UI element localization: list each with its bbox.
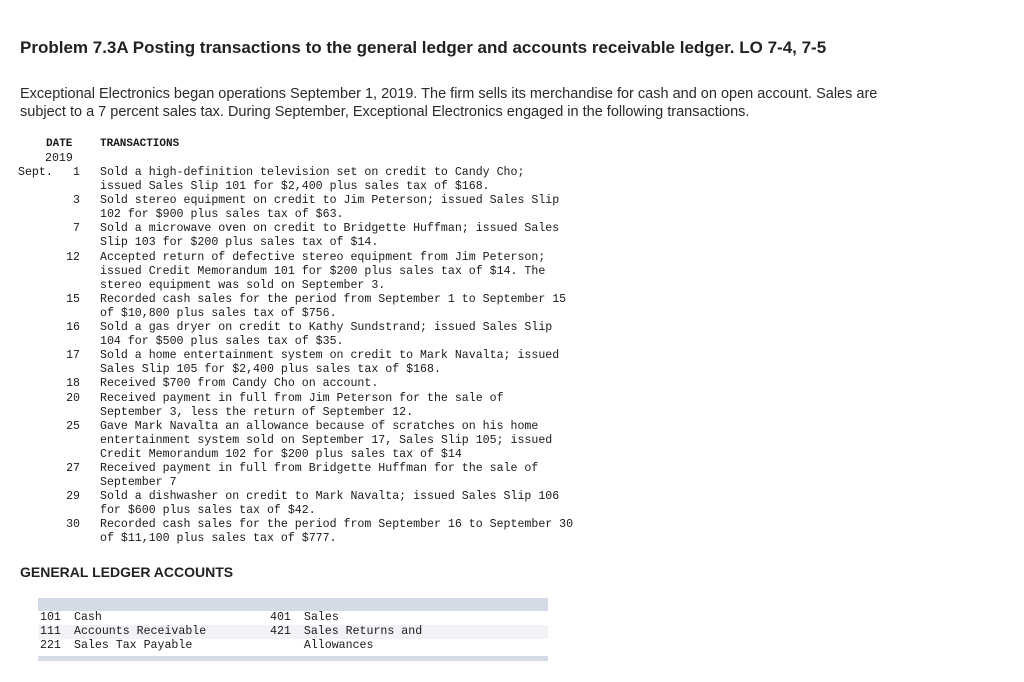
transaction-description-line: Received payment in full from Bridgette Huffman for the sale of (100, 461, 539, 475)
transaction-row-continuation (18, 448, 603, 462)
transaction-description-line: Sold a microwave oven on credit to Bridgette Huffman; issued Sales (100, 222, 560, 236)
transaction-description-line: Sold a gas dryer on credit to Kathy Sundstrand; issued Sales Slip (100, 321, 553, 335)
transaction-description-line: Gave Mark Navalta an allowance because of scratches on his home (100, 419, 539, 433)
transaction-description-line: of $11,100 plus sales tax of $777. (100, 532, 337, 546)
transaction-rows (18, 166, 603, 547)
transaction-description-line: Sold a home entertainment system on credit to Mark Navalta; issued (100, 349, 560, 363)
transaction-description-line: Recorded cash sales for the period from September 1 to September 15 (100, 292, 567, 306)
transaction-row (18, 349, 603, 363)
transaction-month (18, 420, 54, 434)
transaction-row (18, 392, 603, 406)
transaction-day: 16 (66, 321, 80, 335)
transaction-description-line: Sold a dishwasher on credit to Mark Navalta; issued Sales Slip 106 (100, 490, 560, 504)
transactions-column-header: TRANSACTIONS (100, 138, 180, 150)
transaction-row-continuation (18, 335, 603, 349)
transaction-description-line: Slip 103 for $200 plus sales tax of $14. (100, 236, 379, 250)
transaction-day: 17 (66, 349, 80, 363)
general-ledger-accounts (38, 598, 548, 661)
ledger-footer-band (38, 656, 548, 661)
account-name: Cash (74, 611, 102, 624)
transaction-description-line: of $10,800 plus sales tax of $756. (100, 306, 337, 320)
transaction-description-line: for $600 plus sales tax of $42. (100, 504, 316, 518)
ledger-rows (38, 611, 548, 653)
transaction-month (18, 349, 54, 363)
transaction-month (18, 532, 54, 546)
transaction-month (18, 279, 54, 293)
transaction-day (54, 279, 80, 293)
transaction-month (18, 462, 54, 476)
ledger-header-band (38, 598, 548, 611)
ledger-account-left (38, 625, 268, 639)
transaction-month (18, 265, 54, 279)
transaction-month (18, 251, 54, 265)
transaction-description-line: 104 for $500 plus sales tax of $35. (100, 335, 344, 349)
transaction-month (18, 293, 54, 307)
transaction-row-continuation (18, 434, 603, 448)
transaction-day (54, 434, 80, 448)
transaction-day: 18 (66, 377, 80, 391)
intro-paragraph: Exceptional Electronics began operations September 1, 2019. The firm sells its merchandise for cash and on open account. Sales are subject to a 7 percent sales tax. During September, Exceptional Electronics engaged in the following transactions. (20, 86, 878, 120)
transaction-day: 15 (66, 292, 80, 306)
transaction-description-line: September 7 (100, 476, 177, 490)
transaction-day (54, 335, 80, 349)
transaction-description-line: stereo equipment was sold on September 3. (100, 278, 386, 292)
transaction-day (54, 363, 80, 377)
transaction-month (18, 307, 54, 321)
account-name: Sales (304, 611, 339, 624)
transaction-row (18, 222, 603, 236)
transaction-description-line: Sales Slip 105 for $2,400 plus sales tax of $168. (100, 363, 441, 377)
transaction-day (54, 532, 80, 546)
transaction-day (54, 265, 80, 279)
transaction-row (18, 251, 603, 265)
account-number: 101 (40, 611, 61, 624)
transaction-month (18, 363, 54, 377)
transaction-description-line: Recorded cash sales for the period from September 16 to September 30 (100, 518, 574, 532)
account-name: Accounts Receivable (74, 625, 207, 638)
transaction-day (54, 307, 80, 321)
ledger-account-left (38, 639, 268, 653)
transaction-month (18, 448, 54, 462)
account-number: 111 (40, 625, 61, 638)
transaction-month (18, 434, 54, 448)
transaction-month (18, 490, 54, 504)
transactions-table (18, 138, 603, 547)
transaction-month (18, 377, 54, 391)
transaction-description-line: September 3, less the return of September 12. (100, 405, 414, 419)
transaction-row (18, 462, 603, 476)
transaction-month (18, 236, 54, 250)
transaction-month (18, 335, 54, 349)
transaction-row (18, 166, 603, 180)
ledger-account-right (268, 625, 498, 652)
date-column-header: DATE (46, 138, 73, 150)
account-name: Sales Returns and Allowances (303, 625, 423, 652)
page-title: Problem 7.3A Posting transactions to the general ledger and accounts receivable ledger. LO 7-4, 7-5 (20, 38, 827, 57)
transaction-month (18, 504, 54, 518)
transaction-row-continuation (18, 265, 603, 279)
transaction-row-continuation (18, 406, 603, 420)
transaction-month (18, 406, 54, 420)
transaction-month (18, 180, 54, 194)
transaction-row-continuation (18, 208, 603, 222)
general-ledger-title: GENERAL LEDGER ACCOUNTS (20, 564, 234, 580)
transaction-day: 30 (66, 518, 80, 532)
ledger-account-right (268, 611, 498, 625)
transaction-row (18, 518, 603, 532)
transaction-description-line: issued Credit Memorandum 101 for $200 plus sales tax of $14. The (100, 264, 546, 278)
transaction-row-continuation (18, 504, 603, 518)
account-number: 401 (270, 611, 291, 624)
transaction-description-line: entertainment system sold on September 17, Sales Slip 105; issued (100, 433, 553, 447)
transaction-description-line: 102 for $900 plus sales tax of $63. (100, 208, 344, 222)
transaction-row (18, 490, 603, 504)
account-number (268, 639, 304, 653)
transaction-month (18, 321, 54, 335)
transaction-day: 3 (73, 194, 80, 208)
transaction-row (18, 321, 603, 335)
transaction-row (18, 293, 603, 307)
transaction-row-continuation (18, 180, 603, 194)
transaction-row-continuation (18, 279, 603, 293)
transaction-row-continuation (18, 236, 603, 250)
transaction-month: Sept. (18, 166, 53, 179)
transaction-row (18, 194, 603, 208)
transaction-month (18, 194, 54, 208)
ledger-row (38, 639, 548, 653)
transaction-row-continuation (18, 363, 603, 377)
transaction-day: 12 (66, 250, 80, 264)
transaction-row (18, 420, 603, 434)
transaction-day (54, 504, 80, 518)
transaction-day: 27 (66, 461, 80, 475)
account-name: Sales Tax Payable (74, 639, 193, 652)
transaction-month (18, 208, 54, 222)
transaction-description-line: Sold stereo equipment on credit to Jim Peterson; issued Sales Slip (100, 194, 560, 208)
transaction-day (54, 476, 80, 490)
transaction-row (18, 377, 603, 391)
account-number: 221 (40, 639, 61, 652)
transaction-row-continuation (18, 476, 603, 490)
transaction-day: 7 (73, 222, 80, 236)
account-number: 421 (270, 625, 291, 638)
transaction-month (18, 518, 54, 532)
transactions-header (18, 138, 603, 166)
transaction-description-line: Accepted return of defective stereo equipment from Jim Peterson; (100, 250, 546, 264)
transaction-description-line: Received $700 from Candy Cho on account. (100, 377, 379, 391)
transaction-day (54, 448, 80, 462)
transaction-day: 1 (73, 166, 80, 179)
transaction-day: 29 (66, 490, 80, 504)
ledger-account-left (38, 611, 268, 625)
transaction-day (54, 406, 80, 420)
transaction-month (18, 476, 54, 490)
transaction-day (54, 180, 80, 194)
transaction-row-continuation (18, 532, 603, 546)
transaction-description-line: Credit Memorandum 102 for $200 plus sales tax of $14 (100, 447, 462, 461)
transaction-description-line: issued Sales Slip 101 for $2,400 plus sales tax of $168. (100, 180, 490, 194)
transaction-row-continuation (18, 307, 603, 321)
transaction-day (54, 236, 80, 250)
transaction-description-line: Sold a high-definition television set on credit to Candy Cho; (100, 166, 525, 179)
transaction-month (18, 392, 54, 406)
transaction-month (18, 222, 54, 236)
transaction-day (54, 208, 80, 222)
transaction-day: 25 (66, 419, 80, 433)
transaction-day: 20 (66, 391, 80, 405)
ledger-account-right (268, 639, 498, 653)
ledger-row (38, 611, 548, 625)
transaction-description-line: Received payment in full from Jim Peterson for the sale of (100, 391, 504, 405)
year-label: 2019 (45, 152, 73, 165)
